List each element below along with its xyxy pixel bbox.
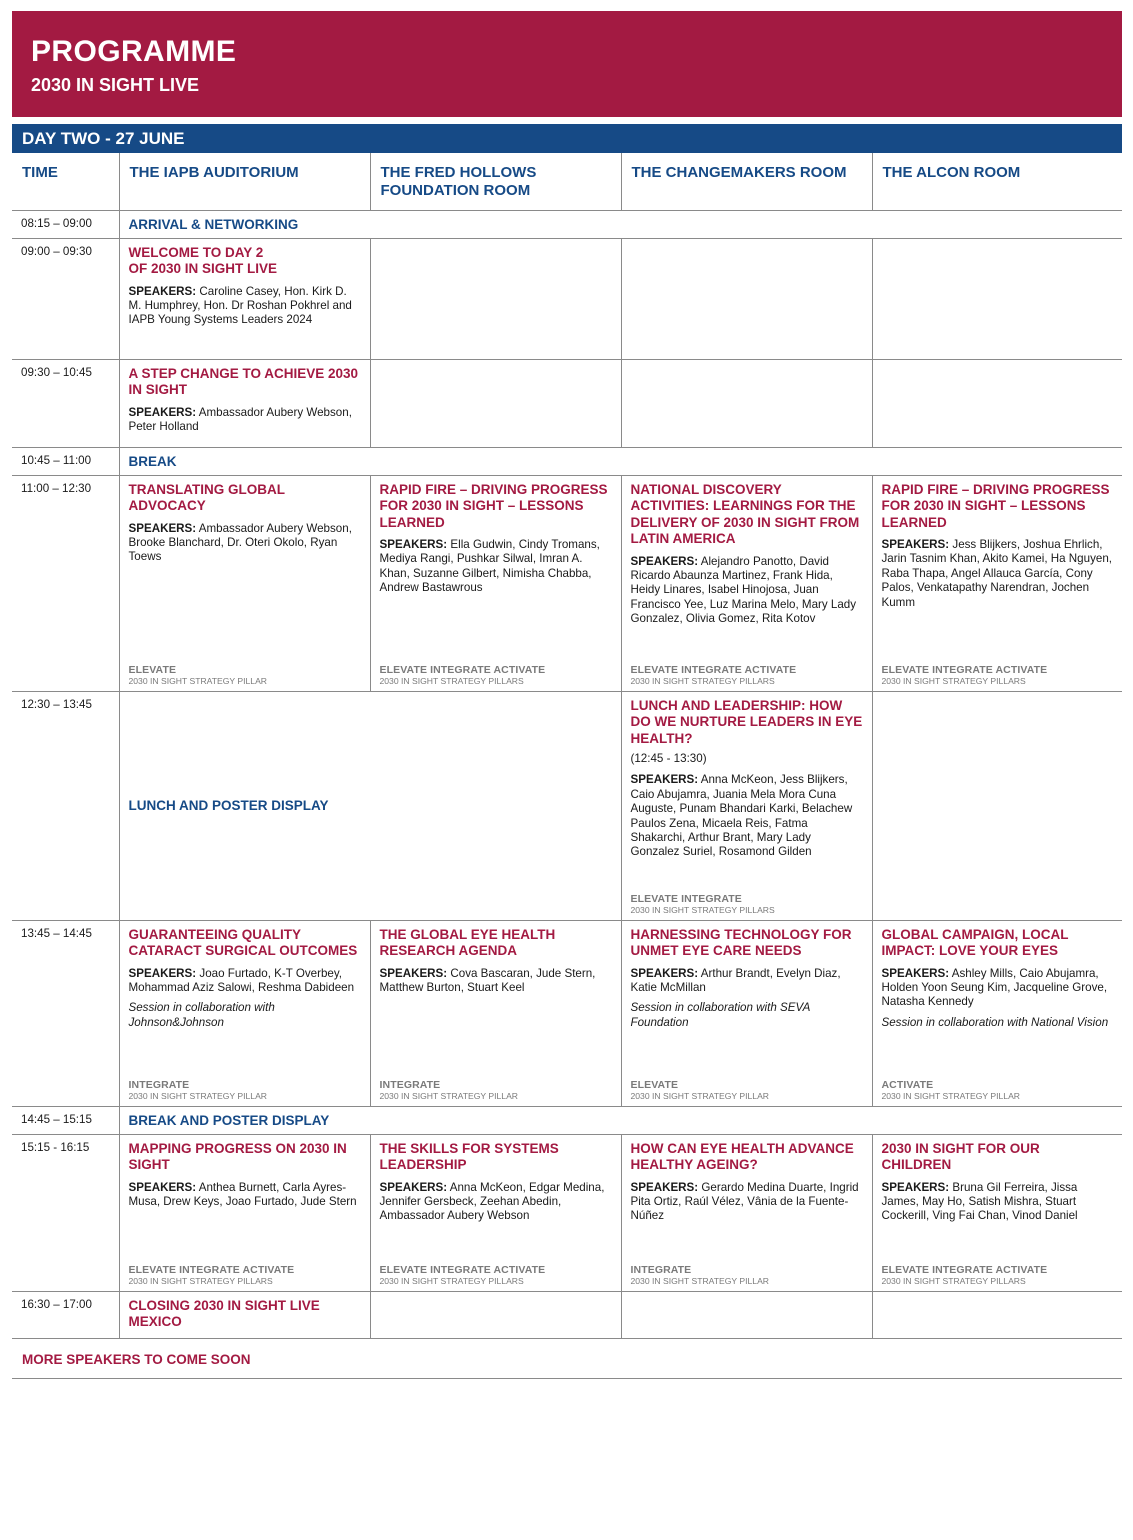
pillar-names: ELEVATE INTEGRATE ACTIVATE xyxy=(630,663,797,676)
pillar-names: ELEVATE xyxy=(630,1078,679,1091)
strategy-pillar xyxy=(129,1073,361,1102)
pillar-caption: 2030 IN SIGHT STRATEGY PILLAR xyxy=(630,1090,770,1101)
strategy-pillar xyxy=(380,658,612,687)
speakers-names: Ambassador Aubery Webson, Peter Holland xyxy=(128,405,352,433)
strategy-pillar xyxy=(380,1073,612,1102)
speakers-list xyxy=(631,773,863,859)
pillar-caption: 2030 IN SIGHT STRATEGY PILLARS xyxy=(881,1275,1026,1286)
speakers-label: SPEAKERS: xyxy=(630,773,699,787)
session-cell xyxy=(370,1134,621,1291)
session-cell xyxy=(119,238,370,359)
empty-cell xyxy=(872,1291,1122,1338)
pillar-caption: 2030 IN SIGHT STRATEGY PILLARS xyxy=(128,1275,273,1286)
pillar-caption: 2030 IN SIGHT STRATEGY PILLARS xyxy=(379,1275,524,1286)
col-header-changemakers-room: THE CHANGEMAKERS ROOM xyxy=(621,153,872,210)
strategy-pillar xyxy=(129,658,361,687)
strategy-pillar xyxy=(882,1258,1114,1287)
session-label: BREAK AND POSTER DISPLAY xyxy=(128,1112,330,1128)
session-cell xyxy=(872,1134,1122,1291)
speakers-label: SPEAKERS: xyxy=(128,284,197,298)
table-row xyxy=(12,210,1122,238)
pillar-caption: 2030 IN SIGHT STRATEGY PILLARS xyxy=(630,675,775,686)
speakers-names: Cova Bascaran, Jude Stern, Matthew Burton, Stuart Keel xyxy=(379,966,596,994)
speakers-label: SPEAKERS: xyxy=(881,1180,950,1194)
session-title: HOW CAN EYE HEALTH ADVANCE HEALTHY AGEING? xyxy=(630,1140,854,1172)
session-title: THE SKILLS FOR SYSTEMS LEADERSHIP xyxy=(379,1140,559,1172)
strategy-pillar xyxy=(631,1073,863,1102)
table-row xyxy=(12,920,1122,1106)
speakers-label: SPEAKERS: xyxy=(128,1180,197,1194)
speakers-names: Gerardo Medina Duarte, Ingrid Pita Ortiz, Raúl Vélez, Vânia de la Fuente-Núñez xyxy=(630,1180,859,1223)
empty-cell xyxy=(872,359,1122,447)
day-header: DAY TWO - 27 JUNE xyxy=(12,124,1122,153)
pillar-names: ACTIVATE xyxy=(881,1078,934,1091)
speakers-names: Caroline Casey, Hon. Kirk D. M. Humphrey, Hon. Dr Roshan Pokhrel and IAPB Young Systems Leaders 2024 xyxy=(128,284,352,327)
session-cell xyxy=(119,1291,370,1338)
time-cell: 10:45 – 11:00 xyxy=(12,447,119,475)
speakers-names: Anthea Burnett, Carla Ayres-Musa, Drew Keys, Joao Furtado, Jude Stern xyxy=(128,1180,357,1208)
session-label: ARRIVAL & NETWORKING xyxy=(128,216,299,232)
session-cell xyxy=(370,475,621,691)
programme-banner xyxy=(12,11,1122,117)
speakers-names: Joao Furtado, K-T Overbey, Mohammad Aziz Salowi, Reshma Dabideen xyxy=(128,966,355,994)
more-speakers-note: MORE SPEAKERS TO COME SOON xyxy=(12,1341,1122,1379)
speakers-names: Arthur Brandt, Evelyn Diaz, Katie McMillan xyxy=(630,966,841,994)
speakers-list xyxy=(380,1181,612,1224)
table-row xyxy=(12,1134,1122,1291)
table-row xyxy=(12,238,1122,359)
pillar-caption: 2030 IN SIGHT STRATEGY PILLARS xyxy=(630,904,775,915)
collaboration-note: Session in collaboration with Johnson&Johnson xyxy=(128,1001,275,1029)
col-header-time: TIME xyxy=(12,153,119,210)
pillar-names: ELEVATE INTEGRATE ACTIVATE xyxy=(881,1263,1048,1276)
session-cell xyxy=(872,475,1122,691)
session-title: GLOBAL CAMPAIGN, LOCAL IMPACT: LOVE YOUR EYES xyxy=(881,926,1069,958)
session-time-note: (12:45 - 13:30) xyxy=(630,752,707,765)
speakers-label: SPEAKERS: xyxy=(630,1180,699,1194)
table-row xyxy=(12,691,1122,920)
session-title: CLOSING 2030 IN SIGHT LIVE MEXICO xyxy=(128,1297,320,1329)
pillar-names: ELEVATE xyxy=(128,663,177,676)
table-row xyxy=(12,359,1122,447)
strategy-pillar xyxy=(631,658,863,687)
pillar-caption: 2030 IN SIGHT STRATEGY PILLAR xyxy=(630,1275,770,1286)
session-title: OF 2030 IN SIGHT LIVE xyxy=(128,261,278,276)
pillar-caption: 2030 IN SIGHT STRATEGY PILLARS xyxy=(379,675,524,686)
speakers-label: SPEAKERS: xyxy=(630,554,699,568)
speakers-names: Jess Blijkers, Joshua Ehrlich, Jarin Tasnim Khan, Akito Kamei, Ha Nguyen, Raba Thapa, Angel Allauca García, Cony Palos, Venkatapathy Narendran, Jochen Kumm xyxy=(881,538,1112,609)
speakers-label: SPEAKERS: xyxy=(379,538,448,551)
speakers-label: SPEAKERS: xyxy=(379,1180,448,1194)
session-cell xyxy=(621,920,872,1106)
session-title: MAPPING PROGRESS ON 2030 IN SIGHT xyxy=(128,1140,347,1172)
pillar-caption: 2030 IN SIGHT STRATEGY PILLAR xyxy=(128,1090,268,1101)
pillar-names: ELEVATE INTEGRATE xyxy=(630,892,742,905)
speakers-label: SPEAKERS: xyxy=(630,966,699,980)
pillar-caption: 2030 IN SIGHT STRATEGY PILLAR xyxy=(881,1090,1021,1101)
time-cell: 13:45 – 14:45 xyxy=(12,920,119,1106)
session-cell xyxy=(621,1134,872,1291)
collaboration-note: Session in collaboration with SEVA Foundation xyxy=(630,1001,810,1029)
pillar-names: ELEVATE INTEGRATE ACTIVATE xyxy=(379,663,546,676)
session-cell xyxy=(119,475,370,691)
time-cell: 15:15 - 16:15 xyxy=(12,1134,119,1291)
session-title: THE GLOBAL EYE HEALTH RESEARCH AGENDA xyxy=(379,926,556,958)
empty-cell xyxy=(370,1291,621,1338)
session-title: LUNCH AND LEADERSHIP: HOW DO WE NURTURE LEADERS IN EYE HEALTH? xyxy=(630,697,863,746)
speakers-list xyxy=(882,967,1114,1010)
pillar-caption: 2030 IN SIGHT STRATEGY PILLAR xyxy=(128,675,268,686)
session-cell xyxy=(872,920,1122,1106)
pillar-caption: 2030 IN SIGHT STRATEGY PILLARS xyxy=(881,675,1026,686)
session-label: BREAK xyxy=(128,453,177,469)
empty-cell xyxy=(621,359,872,447)
empty-cell xyxy=(621,238,872,359)
speakers-list xyxy=(129,285,361,328)
speakers-list xyxy=(129,967,361,996)
pillar-names: ELEVATE INTEGRATE ACTIVATE xyxy=(379,1263,546,1276)
speakers-names: Ashley Mills, Caio Abujamra, Holden Yoon Seung Kim, Jacqueline Grove, Natasha Kennedy xyxy=(881,966,1108,1009)
pillar-caption: 2030 IN SIGHT STRATEGY PILLAR xyxy=(379,1090,519,1101)
speakers-list xyxy=(380,967,612,996)
speakers-list xyxy=(129,406,361,435)
session-cell xyxy=(119,920,370,1106)
time-cell: 11:00 – 12:30 xyxy=(12,475,119,691)
page-title: PROGRAMME xyxy=(31,35,237,68)
lunch-poster-session xyxy=(119,691,621,920)
pillar-names: ELEVATE INTEGRATE ACTIVATE xyxy=(881,663,1048,676)
speakers-list xyxy=(380,538,612,596)
speakers-names: Anna McKeon, Jess Blijkers, Caio Abujamra, Juania Mela Mora Cuna Auguste, Punam Bhandari Karki, Belachew Paulos Zena, Micaela Reis, Fatma Shakarchi, Arthur Brant, Mary Lady Gonzalez Suriel, Rosamond Gilden xyxy=(630,773,853,859)
speakers-label: SPEAKERS: xyxy=(881,966,950,980)
column-header-row xyxy=(12,153,1122,210)
speakers-list xyxy=(882,538,1114,610)
table-row xyxy=(12,1291,1122,1338)
speakers-list xyxy=(631,1181,863,1224)
session-title: NATIONAL DISCOVERY ACTIVITIES: LEARNINGS FOR THE DELIVERY OF 2030 IN SIGHT FROM LATIN AMERICA xyxy=(630,481,860,546)
session-cell xyxy=(621,691,872,920)
page-subtitle: 2030 IN SIGHT LIVE xyxy=(31,75,200,95)
speakers-label: SPEAKERS: xyxy=(128,966,197,980)
full-width-session xyxy=(119,210,1122,238)
speakers-label: SPEAKERS: xyxy=(881,538,950,551)
strategy-pillar xyxy=(129,1258,361,1287)
speakers-list xyxy=(129,1181,361,1210)
speakers-names: Bruna Gil Ferreira, Jissa James, May Ho, Satish Mishra, Stuart Cockerill, Ving Fai Chan, Vinod Daniel xyxy=(881,1180,1078,1223)
time-cell: 09:30 – 10:45 xyxy=(12,359,119,447)
pillar-names: INTEGRATE xyxy=(630,1263,692,1276)
speakers-names: Ella Gudwin, Cindy Tromans, Mediya Rangi, Pushkar Silwal, Imran A. Khan, Suzanne Gilbert, Nimisha Chabba, Andrew Bastawrous xyxy=(379,538,600,595)
empty-cell xyxy=(621,1291,872,1338)
speakers-list xyxy=(882,1181,1114,1224)
speakers-label: SPEAKERS: xyxy=(128,405,197,419)
programme-table xyxy=(12,153,1122,1339)
session-title: TRANSLATING GLOBAL ADVOCACY xyxy=(128,481,285,513)
empty-cell xyxy=(872,691,1122,920)
session-cell xyxy=(621,475,872,691)
table-row xyxy=(12,475,1122,691)
pillar-names: INTEGRATE xyxy=(379,1078,441,1091)
pillar-names: ELEVATE INTEGRATE ACTIVATE xyxy=(128,1263,295,1276)
col-header-iapb-auditorium: THE IAPB AUDITORIUM xyxy=(119,153,370,210)
col-header-fred-hollows-room: THE FRED HOLLOWS FOUNDATION ROOM xyxy=(370,153,621,210)
collaboration-note: Session in collaboration with National Vision xyxy=(881,1015,1109,1029)
strategy-pillar xyxy=(380,1258,612,1287)
table-row xyxy=(12,1106,1122,1134)
speakers-names: Alejandro Panotto, David Ricardo Abaunza Martinez, Frank Hida, Heidy Linares, Isabel Hinojosa, Juan Francisco Yee, Luz Marina Melo, Mary Lady Gonzalez, Olivia Gomez, Rita Kotov xyxy=(630,554,857,626)
session-title: 2030 IN SIGHT FOR OUR CHILDREN xyxy=(881,1140,1040,1172)
empty-cell xyxy=(370,359,621,447)
session-title: RAPID FIRE – DRIVING PROGRESS FOR 2030 IN SIGHT – LESSONS LEARNED xyxy=(881,481,1110,530)
speakers-list xyxy=(631,967,863,996)
full-width-session xyxy=(119,1106,1122,1134)
strategy-pillar xyxy=(631,887,863,916)
session-title: GUARANTEEING QUALITY CATARACT SURGICAL OUTCOMES xyxy=(128,926,358,958)
session-cell xyxy=(119,1134,370,1291)
table-row xyxy=(12,447,1122,475)
speakers-names: Anna McKeon, Edgar Medina, Jennifer Gersbeck, Zeehan Abedin, Ambassador Aubery Webson xyxy=(379,1180,605,1223)
session-title: WELCOME TO DAY 2 xyxy=(128,244,264,260)
time-cell: 14:45 – 15:15 xyxy=(12,1106,119,1134)
full-width-session xyxy=(119,447,1122,475)
time-cell: 08:15 – 09:00 xyxy=(12,210,119,238)
speakers-names: Ambassador Aubery Webson, Brooke Blanchard, Dr. Oteri Okolo, Ryan Toews xyxy=(128,521,352,564)
strategy-pillar xyxy=(882,1073,1114,1102)
empty-cell xyxy=(872,238,1122,359)
time-cell: 16:30 – 17:00 xyxy=(12,1291,119,1338)
time-cell: 12:30 – 13:45 xyxy=(12,691,119,920)
session-cell xyxy=(370,920,621,1106)
col-header-alcon-room: THE ALCON ROOM xyxy=(872,153,1122,210)
strategy-pillar xyxy=(631,1258,863,1287)
session-title: HARNESSING TECHNOLOGY FOR UNMET EYE CARE NEEDS xyxy=(630,926,852,958)
speakers-list xyxy=(129,522,361,565)
speakers-label: SPEAKERS: xyxy=(128,521,197,535)
speakers-list xyxy=(631,555,863,627)
empty-cell xyxy=(370,238,621,359)
pillar-names: INTEGRATE xyxy=(128,1078,190,1091)
speakers-label: SPEAKERS: xyxy=(379,966,448,980)
session-title: RAPID FIRE – DRIVING PROGRESS FOR 2030 IN SIGHT – LESSONS LEARNED xyxy=(379,481,608,530)
strategy-pillar xyxy=(882,658,1114,687)
session-title: A STEP CHANGE TO ACHIEVE 2030 IN SIGHT xyxy=(128,365,359,397)
session-label: LUNCH AND POSTER DISPLAY xyxy=(128,797,329,813)
session-cell xyxy=(119,359,370,447)
time-cell: 09:00 – 09:30 xyxy=(12,238,119,359)
